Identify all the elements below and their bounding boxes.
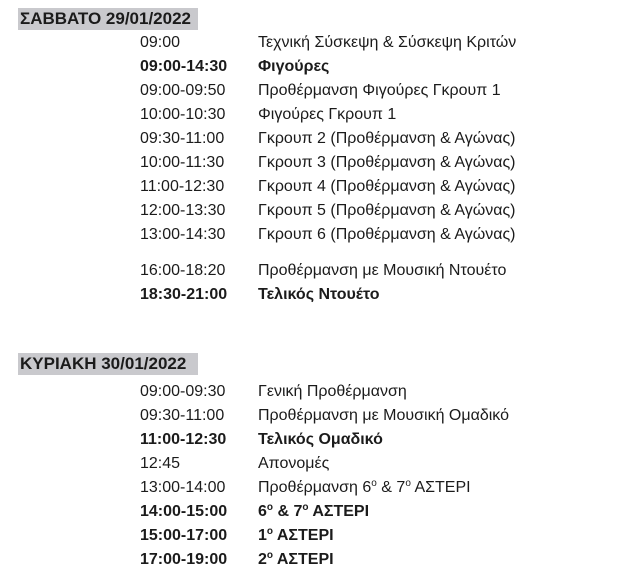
ordinal-superscript: ο — [266, 550, 274, 561]
time-slot: 10:00-10:30 — [140, 106, 226, 123]
event-description: Γκρουπ 4 (Προθέρμανση & Αγώνας) — [258, 178, 516, 195]
time-slot: 10:00-11:30 — [140, 154, 225, 171]
time-slot: 09:00-09:50 — [140, 82, 226, 99]
ordinal-superscript: ο — [302, 502, 309, 513]
time-slot: 14:00-15:00 — [140, 503, 228, 520]
time-slot: 09:00-09:30 — [140, 383, 226, 400]
schedule-row — [0, 476, 642, 500]
desc-text: 1 — [258, 527, 267, 544]
time-slot: 11:00-12:30 — [140, 431, 227, 448]
schedule-row — [0, 283, 642, 307]
time-slot: 18:30-21:00 — [140, 286, 228, 303]
event-description — [258, 500, 369, 524]
event-description: Γκρουπ 2 (Προθέρμανση & Αγώνας) — [258, 130, 516, 147]
day-header-saturday: ΣΑΒΒΑΤΟ 29/01/2022 — [18, 8, 198, 30]
desc-text: 6 — [258, 503, 267, 520]
schedule-row — [0, 380, 642, 404]
event-description: Γκρουπ 6 (Προθέρμανση & Αγώνας) — [258, 226, 516, 243]
time-slot: 09:00 — [140, 34, 181, 51]
desc-text: & 7 — [376, 479, 406, 496]
schedule-row — [0, 31, 642, 55]
day-header-sunday: ΚΥΡΙΑΚΗ 30/01/2022 — [18, 353, 198, 375]
time-slot: 13:00-14:30 — [140, 226, 226, 243]
sunday-schedule — [0, 380, 642, 572]
event-description: Προθέρμανση Φιγούρες Γκρουπ 1 — [258, 82, 501, 99]
schedule-row — [0, 55, 642, 79]
saturday-schedule — [0, 31, 642, 307]
event-description — [258, 548, 334, 572]
event-description: Γενική Προθέρμανση — [258, 383, 407, 400]
ordinal-superscript: ο — [405, 478, 411, 489]
event-description: Γκρουπ 3 (Προθέρμανση & Αγώνας) — [258, 154, 516, 171]
event-description: Απονομές — [258, 455, 330, 472]
schedule-row — [0, 548, 642, 572]
schedule-row — [0, 259, 642, 283]
ordinal-superscript: ο — [266, 526, 274, 537]
schedule-row — [0, 223, 642, 247]
schedule-row — [0, 175, 642, 199]
ordinal-superscript: ο — [371, 478, 377, 489]
schedule-row — [0, 151, 642, 175]
event-description: Φιγούρες Γκρουπ 1 — [258, 106, 397, 123]
time-slot: 09:00-14:30 — [140, 58, 228, 75]
event-description: Τεχνική Σύσκεψη & Σύσκεψη Κριτών — [258, 34, 517, 51]
time-slot: 09:30-11:00 — [140, 130, 225, 147]
time-slot: 13:00-14:00 — [140, 479, 226, 496]
event-description: Γκρουπ 5 (Προθέρμανση & Αγώνας) — [258, 202, 516, 219]
event-description: Τελικός Ντουέτο — [258, 286, 380, 303]
event-description — [258, 476, 471, 500]
schedule-row — [0, 199, 642, 223]
desc-text: Προθέρμανση 6 — [258, 479, 372, 496]
time-slot: 11:00-12:30 — [140, 178, 225, 195]
time-slot: 15:00-17:00 — [140, 527, 228, 544]
event-description: Φιγούρες — [258, 58, 330, 75]
schedule-row — [0, 452, 642, 476]
desc-text: ΑΣΤΕΡΙ — [273, 527, 334, 544]
desc-text: ΑΣΤΕΡΙ — [308, 503, 370, 520]
desc-text: ΑΣΤΕΡΙ — [273, 551, 334, 568]
time-slot: 16:00-18:20 — [140, 262, 226, 279]
time-slot: 12:00-13:30 — [140, 202, 226, 219]
schedule-row — [0, 127, 642, 151]
event-description: Προθέρμανση με Μουσική Ομαδικό — [258, 407, 509, 424]
event-description: Τελικός Ομαδικό — [258, 431, 383, 448]
event-description — [258, 524, 334, 548]
schedule-row — [0, 103, 642, 127]
schedule-row — [0, 500, 642, 524]
time-slot: 09:30-11:00 — [140, 407, 225, 424]
schedule-row — [0, 524, 642, 548]
schedule-row — [0, 428, 642, 452]
schedule-row — [0, 404, 642, 428]
schedule-row — [0, 79, 642, 103]
desc-text: 2 — [258, 551, 267, 568]
desc-text: ΑΣΤΕΡΙ — [410, 479, 471, 496]
desc-text: & 7 — [273, 503, 303, 520]
time-slot: 12:45 — [140, 455, 181, 472]
event-description: Προθέρμανση με Μουσική Ντουέτο — [258, 262, 507, 279]
time-slot: 17:00-19:00 — [140, 551, 228, 568]
ordinal-superscript: ο — [266, 502, 274, 513]
